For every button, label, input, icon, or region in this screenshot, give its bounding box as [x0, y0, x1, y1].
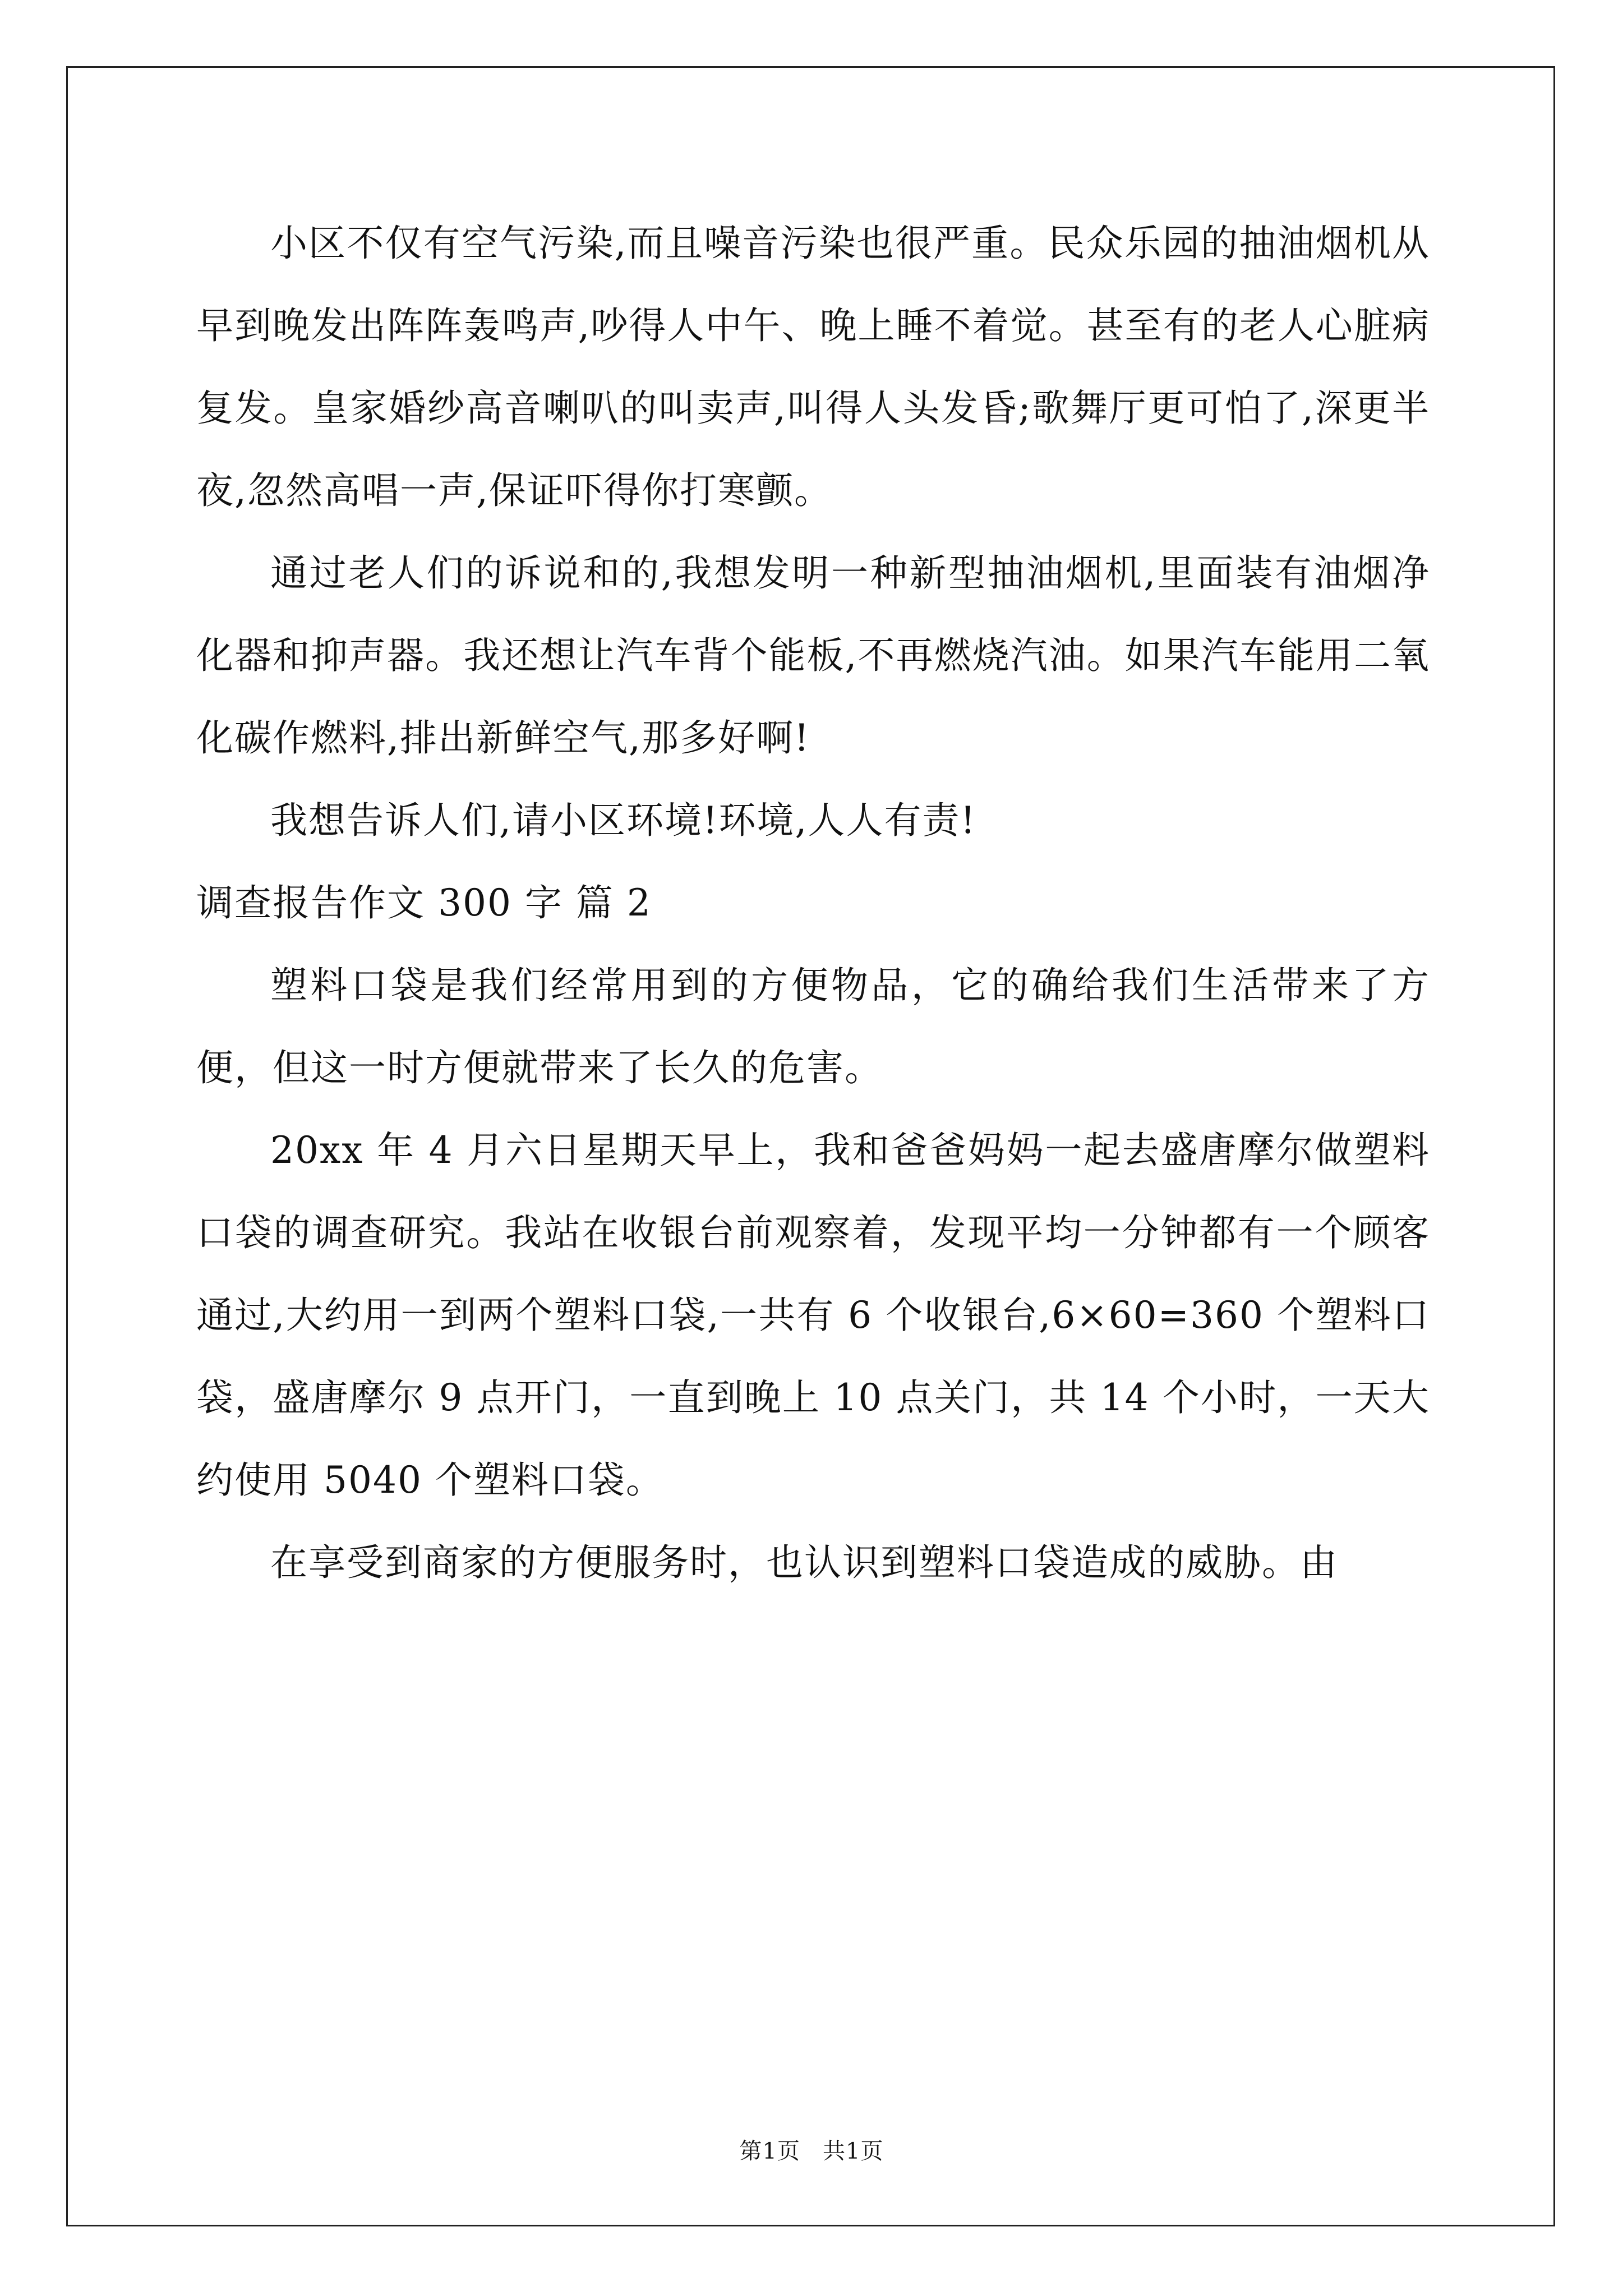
page-number-total: 共1页 — [823, 2138, 884, 2164]
paragraph-call-to-action: 我想告诉人们,请小区环境!环境,人人有责! — [270, 799, 977, 842]
paragraph-invention-idea: 通过老人们的诉说和的,我想发明一种新型抽油烟机,里面装有油烟净化器和抑声器。我还想让汽车背个能板,不再燃烧汽油。如果汽车能用二氧化碳作燃料,排出新鲜空气,那多好啊! — [196, 551, 1430, 760]
paragraph-threat: 在享受到商家的方便服务时，也认识到塑料口袋造成的威胁。由 — [270, 1541, 1338, 1584]
paragraph-plastic-bags-intro: 塑料口袋是我们经常用到的方便物品，它的确给我们生活带来了方便，但这一时方便就带来了长久的危害。 — [196, 964, 1430, 1089]
paragraph-noise-pollution: 小区不仅有空气污染,而且噪音污染也很严重。民众乐园的抽油烟机从早到晚发出阵阵轰鸣声,吵得人中午、晚上睡不着觉。甚至有的老人心脏病复发。皇家婚纱高音喇叭的叫卖声,叫得人头发昏;歌舞厅更可怕了,深更半夜,忽然高唱一声,保证吓得你打寒颤。 — [196, 222, 1430, 512]
page-footer — [0, 2137, 1623, 2165]
paragraph-survey-details: 20xx 年 4 月六日星期天早上，我和爸爸妈妈一起去盛唐摩尔做塑料口袋的调查研究。我站在收银台前观察着，发现平均一分钟都有一个顾客通过,大约用一到两个塑料口袋,一共有 6 个收银台,6×60=360 个塑料口袋，盛唐摩尔 9 点开门，一直到晚上 10 点关门，共 14 个小时，一天大约使用 5040 个塑料口袋。 — [196, 1129, 1430, 1502]
document-body — [196, 202, 1430, 1604]
section-heading: 调查报告作文 300 字 篇 2 — [196, 881, 652, 924]
page-number-current: 第1页 — [739, 2138, 800, 2164]
